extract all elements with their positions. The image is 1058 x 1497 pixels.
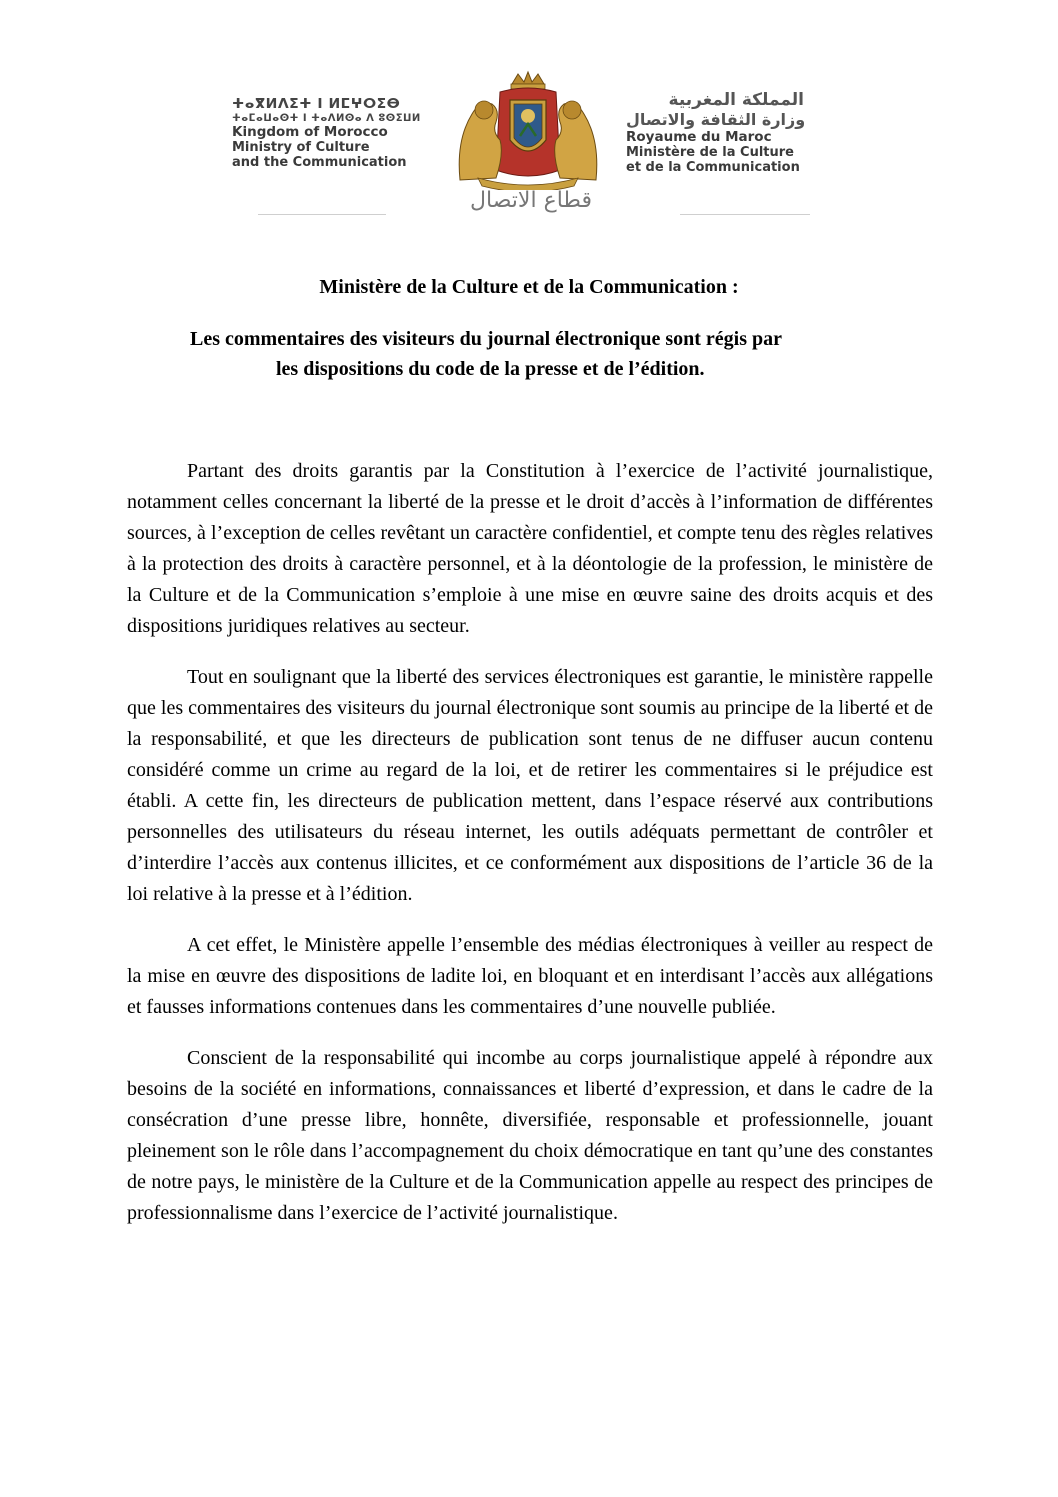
french-ministry: Ministère de la Culture bbox=[626, 145, 794, 160]
coat-of-arms-icon bbox=[438, 70, 618, 190]
arabic-ministry: وزارة الثقافة والاتصال bbox=[626, 110, 806, 129]
tifinagh-kingdom-name: ⵜⴰⴳⵍⴷⵉⵜ ⵏ ⵍⵎⵖⵔⵉⴱ bbox=[232, 96, 401, 112]
document-body bbox=[127, 456, 933, 1249]
paragraph: Partant des droits garantis par la Constitution à l’exercice de l’activité journalistique, notamment celles concernant la liberté de la presse et le droit d’accès à l’information de différentes sources, à l’exception de celles revêtant un caractère confidentiel, et compte tenu des règles relatives à la protection des droits à caractère personnel, et à la déontologie de la profession, le ministère de la Culture et de la Communication s’emploie à une mise en œuvre saine des droits acquis et des dispositions juridiques relatives au secteur. bbox=[127, 460, 933, 637]
english-ministry-cont: and the Communication bbox=[232, 155, 407, 170]
letterhead-left-block bbox=[232, 96, 432, 170]
sector-label bbox=[446, 188, 616, 213]
english-ministry: Ministry of Culture bbox=[232, 140, 370, 155]
arabic-sector-caption: قطاع الاتصال bbox=[470, 188, 592, 213]
french-kingdom: Royaume du Maroc bbox=[626, 129, 772, 145]
document-title: Ministère de la Culture et de la Communication : bbox=[319, 276, 739, 298]
letterhead-left-rule bbox=[258, 214, 386, 215]
arabic-kingdom: المملكة المغربية bbox=[668, 90, 804, 110]
english-name-block bbox=[232, 125, 432, 170]
english-kingdom: Kingdom of Morocco bbox=[232, 124, 388, 140]
french-ministry-cont: et de la Communication bbox=[626, 160, 800, 175]
document-subtitle-line2: les dispositions du code de la presse et de l’édition. bbox=[276, 358, 705, 380]
document-subtitle-line1: Les commentaires des visiteurs du journal électronique sont régis par bbox=[190, 328, 783, 350]
paragraph: Tout en soulignant que la liberté des services électroniques est garantie, le ministère rappelle que les commentaires des visiteurs du journal électronique sont soumis au principe de la liberté et de la responsabilité, et que les directeurs de publication sont tenus de ne diffuser aucun contenu considéré comme un crime au regard de la loi, et de retirer les commentaires si le préjudice est établi. A cette fin, les directeurs de publication mettent, dans l’espace réservé aux contributions personnelles des utilisateurs du réseau internet, les outils adéquats permettant de contrôler et d’interdire l’accès aux contenus illicites, et ce conformément aux dispositions de l’article 36 de la loi relative à la presse et à l’édition. bbox=[127, 666, 933, 905]
french-name-block bbox=[626, 130, 826, 175]
letterhead-right-rule bbox=[680, 214, 810, 215]
letterhead bbox=[0, 60, 1058, 235]
tifinagh-ministry-name: ⵜⴰⵎⴰⵡⴰⵙⵜ ⵏ ⵜⴰⴷⵍⵙⴰ ⴷ ⵓⵙⵉⵡⵍ bbox=[232, 113, 421, 124]
paragraph: A cet effet, le Ministère appelle l’ensemble des médias électroniques à veiller au respect de la mise en œuvre des dispositions de ladite loi, en bloquant et en interdisant l’accès aux allégations et fausses informations contenues dans les commentaires d’une nouvelle publiée. bbox=[127, 934, 933, 1018]
letterhead-right-block bbox=[626, 90, 826, 175]
paragraph: Conscient de la responsabilité qui incombe au corps journalistique appelé à répondre aux besoins de la société en informations, connaissances et liberté d’expression, et dans le cadre de la consécration d’une presse libre, honnête, diversifiée, responsable et professionnelle, jouant pleinement son le rôle dans l’accompagnement du choix démocratique en tant qu’une des constantes de notre pays, le ministère de la Culture et de la Communication appelle au respect des principes de professionnalisme dans l’exercice de l’activité journalistique. bbox=[127, 1047, 933, 1224]
